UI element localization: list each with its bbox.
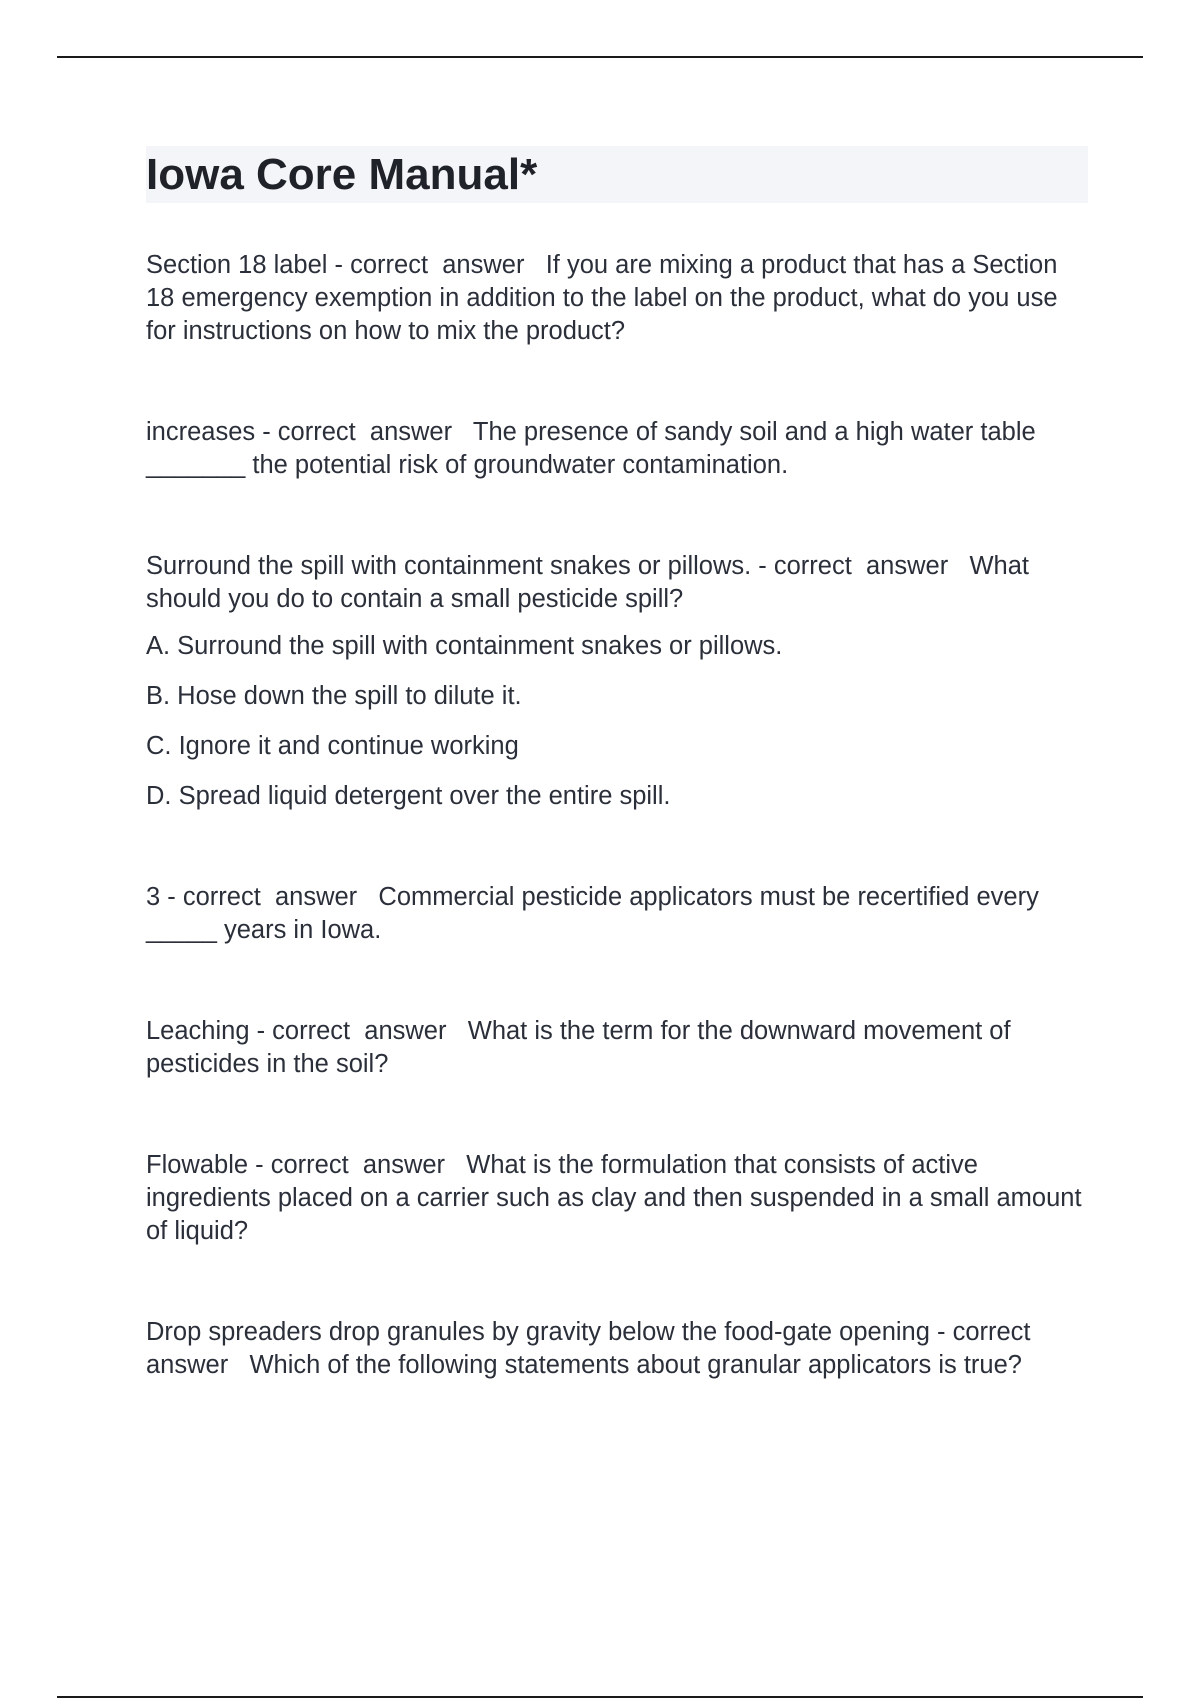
answer-separator: - correct answer	[248, 1151, 467, 1179]
qa-entry	[146, 249, 1088, 348]
document-title: Iowa Core Manual*	[146, 149, 538, 199]
answer-separator: - correct answer	[146, 1318, 1045, 1379]
question-text: What is the formulation that consists of active ingredients placed on a carrier such as clay and then suspended in a small amount of liquid?	[146, 1151, 1089, 1245]
top-divider	[57, 56, 1143, 58]
question-text: Commercial pesticide applicators must be recertified every _____ years in Iowa.	[146, 883, 1046, 944]
answer-text: Leaching	[146, 1017, 250, 1045]
question-text: Which of the following statements about granular applicators is true?	[249, 1351, 1022, 1379]
answer-separator: - correct answer	[255, 418, 473, 446]
question-text: The presence of sandy soil and a high water table _______ the potential risk of groundwater contamination.	[146, 418, 1043, 479]
answer-separator: - correct answer	[249, 1017, 468, 1045]
bottom-divider	[57, 1696, 1143, 1698]
title-bar	[146, 146, 1088, 203]
question-text: What should you do to contain a small pesticide spill?	[146, 552, 1037, 613]
answer-text: Section 18 label	[146, 251, 328, 279]
answer-option: C. Ignore it and continue working	[146, 732, 519, 760]
answer-text: 3	[146, 883, 161, 911]
answer-text: increases	[146, 418, 256, 446]
qa-entry	[146, 416, 1088, 482]
answer-option: B. Hose down the spill to dilute it.	[146, 682, 522, 710]
answer-text: Flowable	[146, 1151, 249, 1179]
question-text: What is the term for the downward movement of pesticides in the soil?	[146, 1017, 1018, 1078]
qa-entry	[146, 1015, 1088, 1081]
answer-option: D. Spread liquid detergent over the entire spill.	[146, 782, 671, 810]
answer-text: Drop spreaders drop granules by gravity below the food-gate opening	[146, 1318, 930, 1346]
qa-entry	[146, 1316, 1088, 1382]
qa-entry	[146, 881, 1088, 947]
answer-option: A. Surround the spill with containment snakes or pillows.	[146, 632, 783, 660]
answer-separator: - correct answer	[751, 552, 970, 580]
answer-text: Surround the spill with containment snakes or pillows.	[146, 552, 752, 580]
answer-separator: - correct answer	[160, 883, 379, 911]
answer-options-list	[146, 630, 1088, 813]
document-body	[146, 146, 1088, 1450]
question-text: If you are mixing a product that has a Section 18 emergency exemption in addition to the label on the product, what do you use for instructions on how to mix the product?	[146, 251, 1065, 345]
qa-entry	[146, 550, 1088, 616]
answer-separator: - correct answer	[327, 251, 546, 279]
qa-entry	[146, 1149, 1088, 1248]
